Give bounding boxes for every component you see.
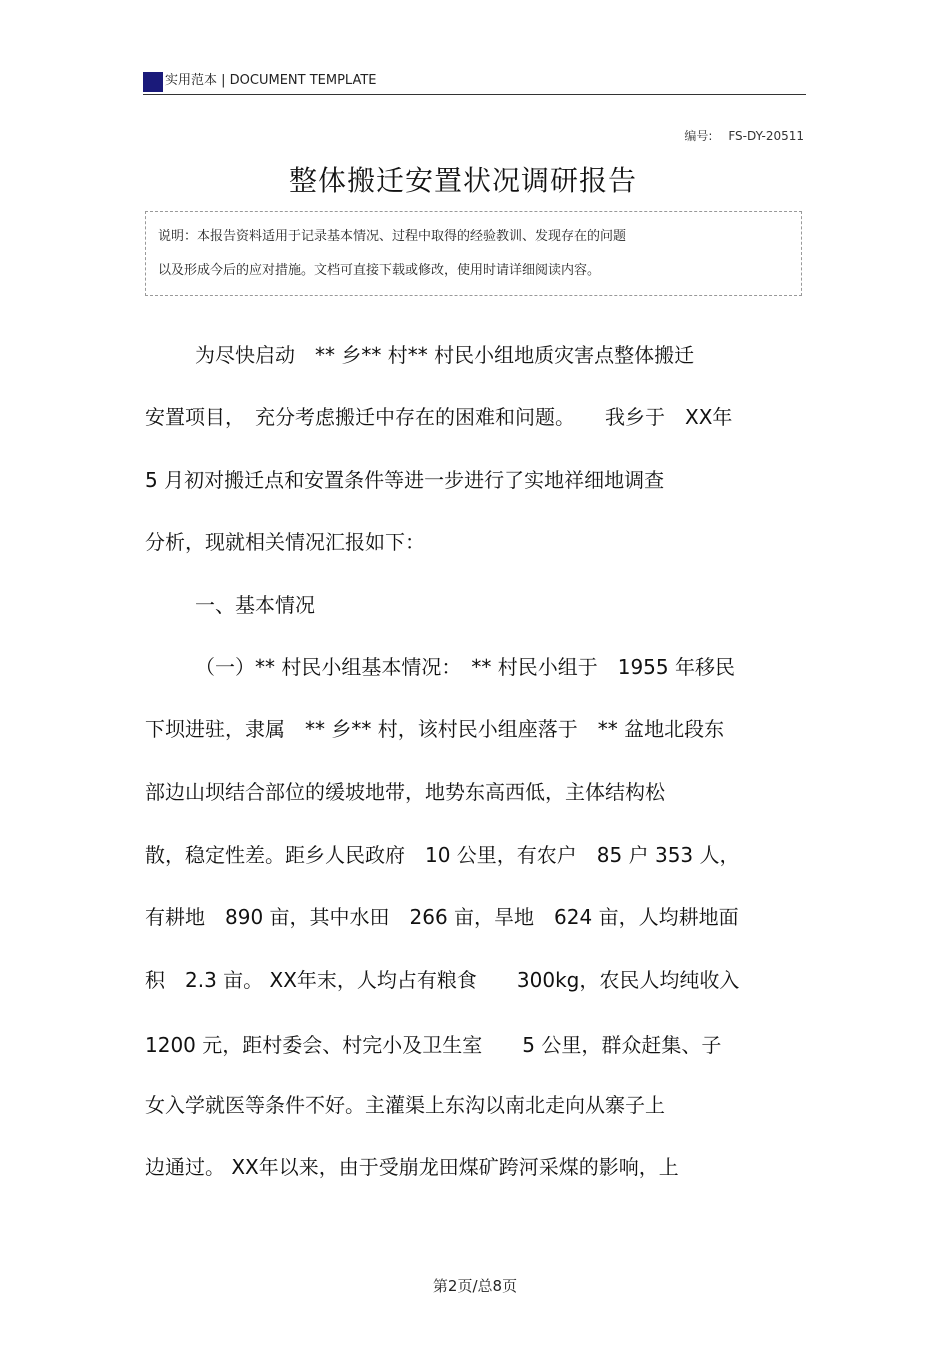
body-line: 下坝进驻，隶属 ** 乡** 村，该村民小组座落于 ** 盆地北段东: [145, 717, 725, 741]
body-line: 为尽快启动 ** 乡** 村** 村民小组地质灾害点整体搬迁: [195, 343, 695, 367]
section-heading: 一、基本情况: [195, 593, 315, 617]
body-line: 分析，现就相关情况汇报如下：: [145, 530, 425, 554]
body-line: （一）** 村民小组基本情况： ** 村民小组于 1955 年移民: [195, 655, 735, 679]
body-line: 安置项目， 充分考虑搬迁中存在的困难和问题。 我乡于 XX年: [145, 405, 733, 429]
body-line: 5 月初对搬迁点和安置条件等进一步进行了实地祥细地调查: [145, 468, 665, 492]
document-number-label: 编号:: [684, 129, 713, 143]
body-line: 有耕地 890 亩，其中水田 266 亩，旱地 624 亩，人均耕地面: [145, 905, 739, 929]
brand-square-icon: [143, 72, 163, 92]
page-number: 第2页/总8页: [432, 1277, 518, 1295]
body-line: 散，稳定性差。距乡人民政府 10 公里，有农户 85 户 353 人，: [145, 843, 740, 867]
body-line: 积 2.3 亩。 XX年末，人均占有粮食 300kg，农民人均纯收入: [145, 968, 740, 992]
document-number: [684, 127, 804, 144]
body-line: 1200 元，距村委会、村完小及卫生室 5 公里，群众赶集、子: [145, 1033, 722, 1057]
body-line: 边通过。 XX年以来，由于受崩龙田煤矿跨河采煤的影响，上: [145, 1155, 679, 1179]
document-header: [143, 70, 806, 95]
description-line-2: 以及形成今后的应对措施。文档可直接下载或修改，使用时请详细阅读内容。: [158, 263, 601, 278]
page-title: 整体搬迁安置状况调研报告: [288, 164, 637, 197]
description-line-1: 说明：本报告资料适用于记录基本情况、过程中取得的经验教训、发现存在的问题: [158, 229, 627, 244]
body-line: 部边山坝结合部位的缓坡地带，地势东高西低，主体结构松: [145, 780, 665, 804]
body-line: 女入学就医等条件不好。主灌渠上东沟以南北走向从寨子上: [145, 1093, 665, 1117]
header-label: 实用范本 | DOCUMENT TEMPLATE: [165, 73, 377, 88]
description-box: [145, 211, 802, 296]
document-number-value: FS-DY-20511: [728, 129, 804, 143]
